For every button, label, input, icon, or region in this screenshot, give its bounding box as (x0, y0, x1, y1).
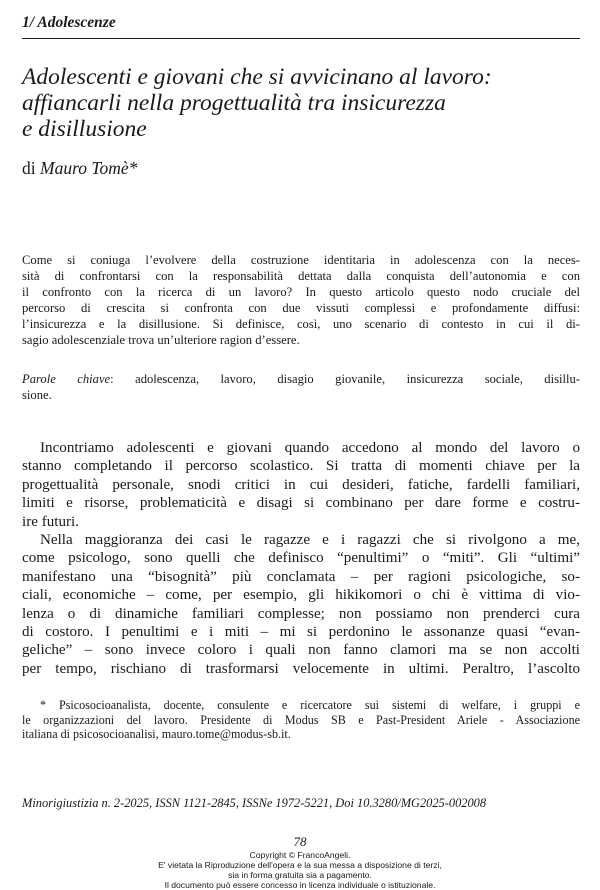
body-line: Nella maggioranza dei casi le ragazze e i ragazzi che si rivolgono a me, (40, 531, 580, 548)
body-line: ciali, economiche – come, per esempio, gli hikikomori o chi è vittima di vio- (22, 587, 580, 604)
copyright-line: sia in forma gratuita sia a pagamento. (228, 870, 372, 880)
body-line: come psicologo, sono quelli che definisco “penultimi” o “miti”. Gli “ultimi” (22, 550, 580, 567)
page-number: 78 (293, 834, 307, 849)
abstract-line: Come si coniuga l’evolvere della costruzione identitaria in adolescenza con la neces- (22, 253, 580, 267)
body-line: di costoro. I penultimi e i miti – mi si perdonino le assonanze quasi “evan- (22, 623, 580, 640)
author-name: Mauro Tomè* (40, 158, 138, 178)
body-line: stanno completando il percorso scolastico. Si tratta di momenti chiave per la (22, 458, 580, 475)
abstract-line: sità di confrontarsi con la responsabilità dettata dalla conquista dell’autonomia e con (22, 269, 580, 283)
body-line: Incontriamo adolescenti e giovani quando accedono al mondo del lavoro o (40, 440, 580, 456)
body-line: per tempo, rischiano di trasformarsi velocemente in ultimi. Peraltro, l’ascolto (22, 660, 580, 677)
journal-citation: Minorigiustizia n. 2-2025, ISSN 1121-2845, ISSNe 1972-5221, Doi 10.3280/MG2025-002008 (22, 796, 487, 810)
copyright-notice (0, 850, 600, 890)
title-line: affiancarli nella progettualità tra insicurezza (22, 90, 446, 116)
abstract-line: l’insicurezza e la disillusione. Si definisce, così, uno scenario di contesto in cui il di- (22, 317, 580, 331)
byline (22, 158, 137, 179)
abstract-line: sagio adolescenziale trova un’ulteriore ragion d’essere. (22, 333, 300, 347)
footnote-line: italiana di psicosocioanalisi, mauro.tome@modus-sb.it. (22, 727, 291, 742)
footnote-line: le organizzazioni del lavoro. Presidente di Modus SB e Past-President Ariele - Associazione (22, 712, 580, 727)
body-line: lenza o di dinamiche familiari complesse; non possiamo non prenderci cura (22, 605, 580, 622)
abstract (22, 252, 580, 348)
copyright-line: E' vietata la Riproduzione dell'opera e la sua messa a disposizione di terzi, (158, 860, 442, 870)
body-line: manifestano una “bisognità” più conclamata – per ragioni psicologiche, so- (22, 568, 580, 585)
body-text (22, 439, 580, 678)
body-line: progettualità personale, snodi critici in cui desideri, fatiche, fardelli familiari, (22, 476, 580, 493)
title-line: Adolescenti e giovani che si avvicinano al lavoro: (22, 64, 492, 90)
keywords-text-continued: sione. (22, 388, 52, 402)
article-title (22, 64, 582, 142)
abstract-line: il confronto con la ricerca di un lavoro? In questo articolo questo nodo cruciale del (22, 285, 580, 299)
footnote-line: * Psicosocioanalista, docente, consulente e ricercatore sui sistemi di welfare, i gruppi e (40, 698, 580, 712)
keywords-label: Parole chiave (22, 372, 111, 386)
keywords-text: : adolescenza, lavoro, disagio giovanile, insicurezza sociale, disillu- (110, 372, 580, 386)
title-line: e disillusione (22, 116, 147, 142)
body-line: ire futuri. (22, 513, 79, 530)
byline-prefix: di (22, 158, 36, 178)
copyright-line: Copyright © FrancoAngeli. (249, 850, 351, 860)
section-heading: 1/ Adolescenze (22, 14, 116, 31)
footnote (22, 698, 580, 742)
body-line: limiti e risorse, problematicità e disagi si combinano per dare forme e costru- (22, 495, 580, 512)
body-line: geliche” – sono invece coloro i quali non fanno clamori ma se non accolti (22, 642, 580, 659)
abstract-line: percorso di crescita si confronta con due vissuti complessi e profondamente diffusi: (22, 301, 580, 315)
header-rule (22, 38, 580, 39)
copyright-line: Il documento può essere concesso in licenza individuale o istituzionale. (164, 880, 436, 890)
keywords (22, 371, 580, 403)
